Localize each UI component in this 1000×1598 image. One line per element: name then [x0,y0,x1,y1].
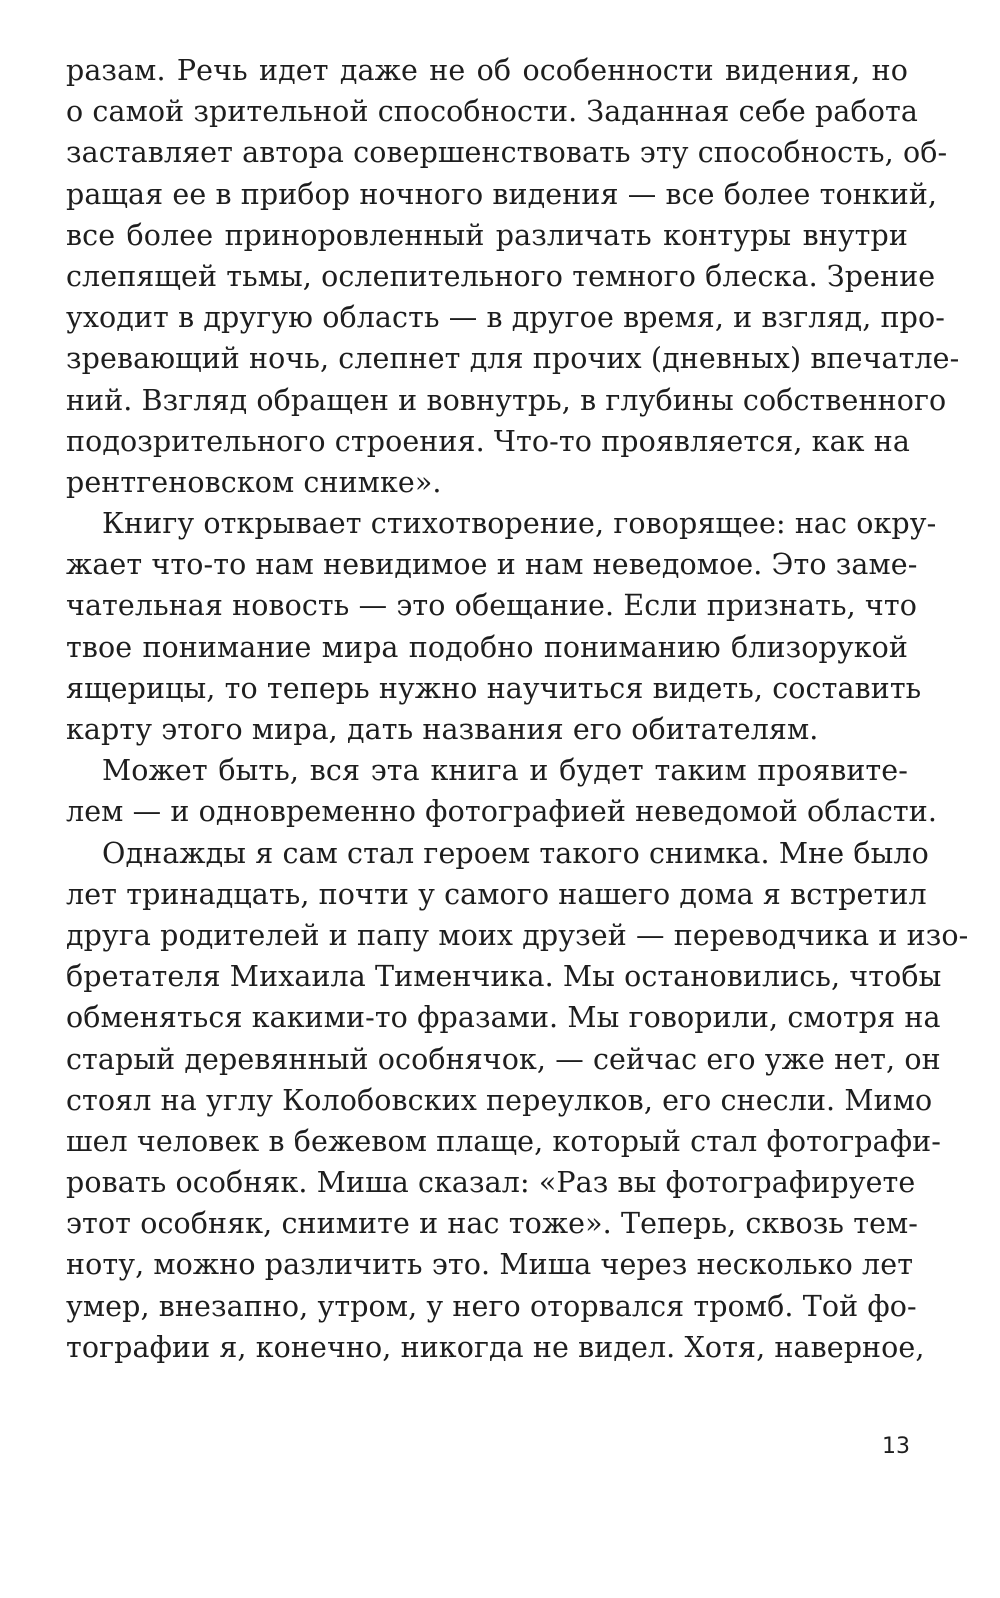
text-line: слепящей тьмы, ослепительного темного блеска. Зрение [66,259,936,293]
text-line: твое понимание мира подобно пониманию близорукой [66,630,908,664]
text-line: умер, внезапно, утром, у него оторвался тромб. Той фо- [66,1289,917,1323]
text-line: рентгеновском снимке». [66,465,442,499]
text-line: ращая ее в прибор ночного видения — все более тонкий, [66,177,938,211]
text-line: о самой зрительной способности. Заданная себе работа [66,95,918,129]
text-line: разам. Речь идет даже не об особенности видения, но [66,54,908,87]
text-line: все более приноровленный различать контуры внутри [66,218,908,252]
text-line: лет тринадцать, почти у самого нашего дома я встретил [66,877,927,911]
page-number: 13 [882,1434,910,1459]
text-line: Однажды я сам стал героем такого снимка. Мне было [102,836,929,870]
text-line: бретателя Михаила Тименчика. Мы остановились, чтобы [66,960,942,994]
text-line: ящерицы, то теперь нужно научиться видеть, составить [66,671,922,705]
text-line: обменяться какими-то фразами. Мы говорили, смотря на [66,1001,941,1035]
text-line: этот особняк, снимите и нас тоже». Теперь, сквозь тем- [66,1207,919,1241]
text-line: ноту, можно различить это. Миша через несколько лет [66,1248,914,1282]
text-line: Книгу открывает стихотворение, говорящее: нас окру- [102,507,937,541]
text-line: ний. Взгляд обращен и вовнутрь, в глубины собственного [66,383,947,417]
text-line: шел человек в бежевом плаще, который стал фотографи- [66,1124,941,1158]
text-line: старый деревянный особнячок, — сейчас его уже нет, он [66,1042,941,1076]
text-line: заставляет автора совершенствовать эту способность, об- [66,136,948,170]
text-line: тографии я, конечно, никогда не видел. Хотя, наверное, [66,1330,925,1364]
text-line: Может быть, вся эта книга и будет таким проявите- [102,754,908,788]
body-text [66,50,969,1368]
text-line: подозрительного строения. Что-то проявляется, как на [66,424,910,458]
text-line: стоял на углу Колобовских переулков, его снесли. Мимо [66,1083,933,1117]
text-line: жает что-то нам невидимое и нам неведомое. Это заме- [66,548,918,582]
text-line: лем — и одновременно фотографией неведомой области. [66,795,938,829]
text-line: ровать особняк. Миша сказал: «Раз вы фотографируете [66,1166,916,1200]
text-line: уходит в другую область — в другое время, и взгляд, про- [66,301,945,335]
text-line: зревающий ночь, слепнет для прочих (дневных) впечатле- [66,342,960,376]
text-line: чательная новость — это обещание. Если признать, что [66,589,917,623]
text-line: карту этого мира, дать названия его обитателям. [66,713,819,746]
text-line: друга родителей и папу моих друзей — переводчика и изо- [66,918,969,952]
